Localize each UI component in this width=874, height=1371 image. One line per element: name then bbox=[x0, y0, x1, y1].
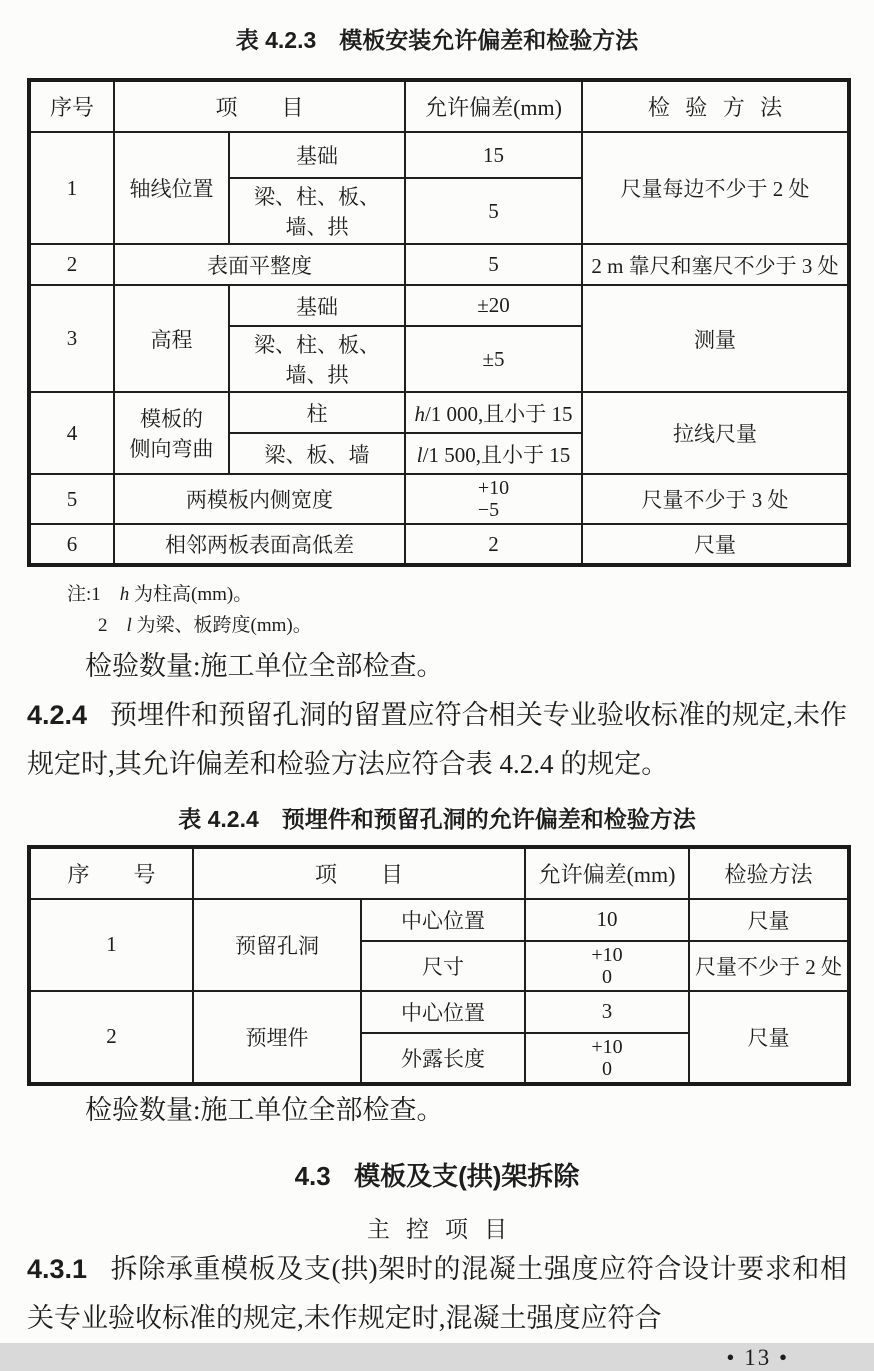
master-control-items-subheading: 主 控 项 目 bbox=[366, 1216, 508, 1242]
inspection-quantity-2: 检验数量:施工单位全部检查。 bbox=[85, 1094, 444, 1125]
t2-r1-method2: 尺量不少于 2 处 bbox=[689, 941, 849, 991]
t1-r4-item: 模板的 侧向弯曲 bbox=[114, 392, 229, 474]
t2-r2-no: 2 bbox=[29, 991, 193, 1084]
note-2: 2 l 为梁、板跨度(mm)。 bbox=[98, 615, 312, 637]
clause-431: 4.3.1 拆除承重模板及支(拱)架时的混凝土强度应符合设计要求和相关专业验收标准的规定,未作规定时,混凝土强度应符合 bbox=[27, 1253, 847, 1333]
t1-r1-sub1: 基础 bbox=[229, 132, 405, 178]
table-424-header-row bbox=[29, 847, 849, 899]
t1-r1-dev2: 5 bbox=[405, 178, 582, 244]
table-423-header-row bbox=[29, 80, 849, 132]
t1-r6-item: 相邻两板表面高低差 bbox=[114, 524, 405, 565]
table-row bbox=[29, 285, 849, 326]
table-row bbox=[29, 392, 849, 433]
table-row bbox=[29, 524, 849, 565]
table-row bbox=[29, 899, 849, 941]
t1-header-item: 项 目 bbox=[114, 80, 405, 132]
t1-header-no: 序号 bbox=[29, 80, 114, 132]
t1-r3-sub2: 梁、柱、板、墙、拱 bbox=[229, 326, 405, 392]
t2-r1-dev1: 10 bbox=[525, 899, 689, 941]
t1-r3-method: 测量 bbox=[582, 285, 849, 392]
table-423-notes bbox=[67, 579, 847, 642]
t2-r1-sub2: 尺寸 bbox=[361, 941, 525, 991]
t2-r1-no: 1 bbox=[29, 899, 193, 991]
t1-r3-no: 3 bbox=[29, 285, 114, 392]
t1-r3-dev2: ±5 bbox=[405, 326, 582, 392]
t1-r3-dev1: ±20 bbox=[405, 285, 582, 326]
note-1: 注:1 h 为柱高(mm)。 bbox=[67, 584, 253, 605]
t2-r1-sub1: 中心位置 bbox=[361, 899, 525, 941]
t1-r4-dev1: h/1 000,且小于 15 bbox=[405, 392, 582, 433]
table-row bbox=[29, 244, 849, 285]
t1-r5-dev: +10 −5 bbox=[405, 474, 582, 524]
inspection-quantity-1: 检验数量:施工单位全部检查。 bbox=[85, 650, 444, 681]
t1-r5-method: 尺量不少于 3 处 bbox=[582, 474, 849, 524]
table-row bbox=[29, 991, 849, 1033]
t1-header-method: 检 验 方 法 bbox=[582, 80, 849, 132]
t1-r3-sub1: 基础 bbox=[229, 285, 405, 326]
t2-header-item: 项 目 bbox=[193, 847, 525, 899]
t1-r6-method: 尺量 bbox=[582, 524, 849, 565]
section-43-heading: 4.3 模板及支(拱)架拆除 bbox=[294, 1160, 580, 1191]
t2-r2-method: 尺量 bbox=[689, 991, 849, 1084]
t1-r3-item: 高程 bbox=[114, 285, 229, 392]
t1-r6-dev: 2 bbox=[405, 524, 582, 565]
page-number: • 13 • bbox=[726, 1344, 789, 1370]
t1-r2-method: 2 m 靠尺和塞尺不少于 3 处 bbox=[582, 244, 849, 285]
t2-r1-item: 预留孔洞 bbox=[193, 899, 361, 991]
table-423 bbox=[27, 78, 851, 567]
t2-header-method: 检验方法 bbox=[689, 847, 849, 899]
table-424 bbox=[27, 845, 851, 1086]
t1-r1-dev1: 15 bbox=[405, 132, 582, 178]
t2-header-deviation: 允许偏差(mm) bbox=[525, 847, 689, 899]
table-423-title: 表 4.2.3 模板安装允许偏差和检验方法 bbox=[235, 27, 639, 53]
t1-r2-item: 表面平整度 bbox=[114, 244, 405, 285]
t2-r2-item: 预埋件 bbox=[193, 991, 361, 1084]
t2-r1-dev2: +10 0 bbox=[525, 941, 689, 991]
t1-r4-dev2: l/1 500,且小于 15 bbox=[405, 433, 582, 474]
t2-r2-dev2: +10 0 bbox=[525, 1033, 689, 1084]
t1-r4-sub1: 柱 bbox=[229, 392, 405, 433]
t1-r4-sub2: 梁、板、墙 bbox=[229, 433, 405, 474]
t2-r2-sub1: 中心位置 bbox=[361, 991, 525, 1033]
t2-r2-dev1: 3 bbox=[525, 991, 689, 1033]
table-424-title: 表 4.2.4 预埋件和预留孔洞的允许偏差和检验方法 bbox=[178, 805, 696, 832]
t1-r1-no: 1 bbox=[29, 132, 114, 244]
clause-424: 4.2.4 预埋件和预留孔洞的留置应符合相关专业验收标准的规定,未作规定时,其允许偏差和检验方法应符合表 4.2.4 的规定。 bbox=[27, 699, 847, 779]
t1-r4-no: 4 bbox=[29, 392, 114, 474]
t1-r4-method: 拉线尺量 bbox=[582, 392, 849, 474]
t1-r2-dev: 5 bbox=[405, 244, 582, 285]
table-row bbox=[29, 132, 849, 178]
t2-r1-method1: 尺量 bbox=[689, 899, 849, 941]
t1-r1-item: 轴线位置 bbox=[114, 132, 229, 244]
table-row bbox=[29, 474, 849, 524]
t1-r5-no: 5 bbox=[29, 474, 114, 524]
t1-r2-no: 2 bbox=[29, 244, 114, 285]
t1-r1-method: 尺量每边不少于 2 处 bbox=[582, 132, 849, 244]
clause-424-number: 4.2.4 bbox=[27, 699, 88, 730]
t2-r2-sub2: 外露长度 bbox=[361, 1033, 525, 1084]
t2-header-no: 序 号 bbox=[29, 847, 193, 899]
t1-r5-item: 两模板内侧宽度 bbox=[114, 474, 405, 524]
t1-r6-no: 6 bbox=[29, 524, 114, 565]
t1-r1-sub2: 梁、柱、板、墙、拱 bbox=[229, 178, 405, 244]
clause-431-number: 4.3.1 bbox=[27, 1253, 88, 1284]
t1-header-deviation: 允许偏差(mm) bbox=[405, 80, 582, 132]
section-43-number: 4.3 bbox=[294, 1160, 331, 1191]
